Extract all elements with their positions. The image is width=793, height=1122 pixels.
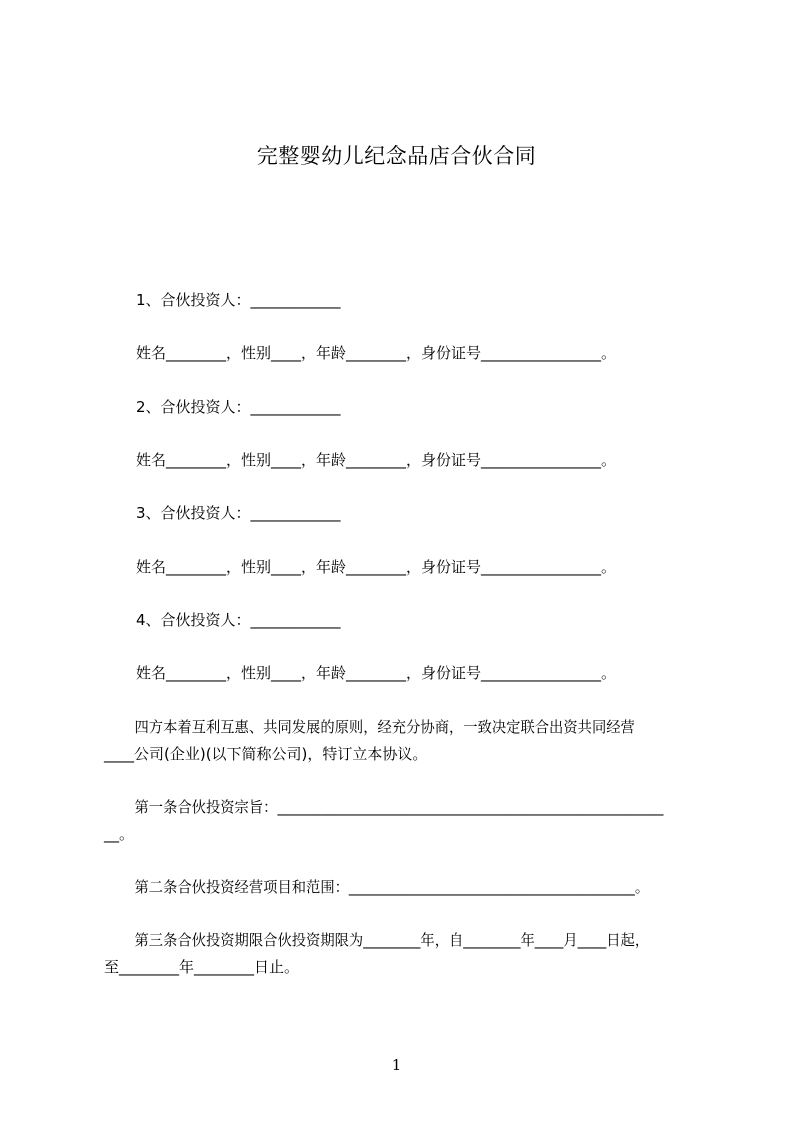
intro-paragraph-line-2: ____公司(企业)(以下简称公司)，特订立本协议。: [104, 745, 428, 763]
page-number: 1: [391, 1056, 402, 1074]
investor-4-info: 姓名________，性别____，年龄________，身份证号________________。: [136, 664, 617, 682]
investor-3-line: 3、合伙投资人：____________: [136, 504, 341, 522]
investor-2-info: 姓名________，性别____，年龄________，身份证号________________。: [136, 451, 617, 469]
article-1-line-1: 第一条合伙投资宗旨：______________________________________________________: [134, 798, 664, 816]
document-title: 完整婴幼儿纪念品店合伙合同: [256, 144, 537, 168]
article-3-line-2: 至________年________日止。: [104, 958, 300, 976]
investor-1-line: 1、合伙投资人：____________: [136, 291, 341, 309]
article-1-line-2: __。: [104, 825, 135, 843]
intro-paragraph-line-1: 四方本着互利互惠、共同发展的原则，经充分协商，一致决定联合出资共同经营: [134, 718, 635, 736]
investor-4-line: 4、合伙投资人：____________: [136, 611, 341, 629]
investor-1-info: 姓名________，性别____，年龄________，身份证号________________。: [136, 344, 617, 362]
investor-2-line: 2、合伙投资人：____________: [136, 398, 341, 416]
article-2-line-1: 第二条合伙投资经营项目和范围：________________________________________。: [134, 878, 650, 896]
investor-3-info: 姓名________，性别____，年龄________，身份证号________________。: [136, 558, 617, 576]
article-3-line-1: 第三条合伙投资期限合伙投资期限为________年，自________年____月____日起，: [134, 931, 650, 949]
